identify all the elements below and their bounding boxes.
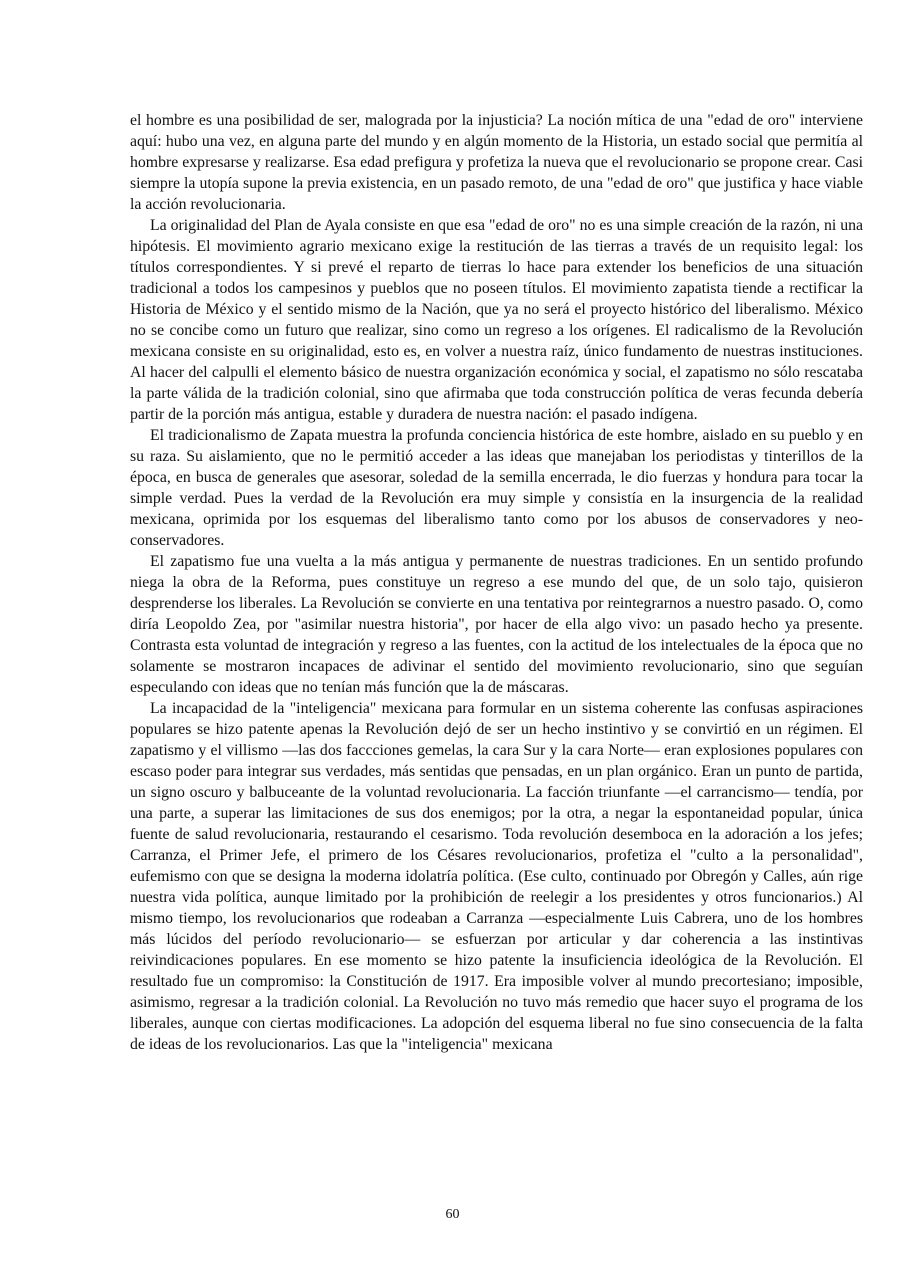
- paragraph-4: El zapatismo fue una vuelta a la más antigua y permanente de nuestras tradiciones. En un sentido profundo niega la obra de la Reforma, pues constituye un regreso a ese mundo del que, de un solo tajo, quisieron desprenderse los liberales. La Revolución se convierte en una tentativa por reintegrarnos a nuestro pasado. O, como diría Leopoldo Zea, por "asimilar nuestra historia", por hacer de ella algo vivo: un pasado hecho ya presente. Contrasta esta voluntad de integración y regreso a las fuentes, con la actitud de los intelectuales de la época que no solamente se mostraron incapaces de adivinar el sentido del movimiento revolucionario, sino que seguían especulando con ideas que no tenían más función que la de máscaras.: [130, 553, 863, 696]
- paragraph-1: el hombre es una posibilidad de ser, malograda por la injusticia? La noción mítica de una "edad de oro" interviene aquí: hubo una vez, en alguna parte del mundo y en algún momento de la Historia, un estado social que permitía al hombre expresarse y realizarse. Esa edad prefigura y profetiza la nueva que el revolucionario se propone crear. Casi siempre la utopía supone la previa existencia, en un pasado remoto, de una "edad de oro" que justifica y hace viable la acción revolucionaria.: [130, 112, 863, 213]
- paragraph-3: El tradicionalismo de Zapata muestra la profunda conciencia histórica de este hombre, aislado en su pueblo y en su raza. Su aislamiento, que no le permitió acceder a las ideas que manejaban los periodistas y tinterillos de la época, en busca de generales que asesorar, soledad de la semilla encerrada, le dio fuerzas y hondura para tocar la simple verdad. Pues la verdad de la Revolución era muy simple y consistía en la insurgencia de la realidad mexicana, oprimida por los esquemas del liberalismo tanto como por los abusos de conservadores y neo-conservadores.: [130, 427, 863, 549]
- page-number: 60: [445, 1207, 460, 1222]
- paragraph-5: La incapacidad de la "inteligencia" mexicana para formular en un sistema coherente las confusas aspiraciones populares se hizo patente apenas la Revolución dejó de ser un hecho instintivo y se convirtió en un régimen. El zapatismo y el villismo —las dos faccciones gemelas, la cara Sur y la cara Norte— eran explosiones populares con escaso poder para integrar sus verdades, más sentidas que pensadas, en un plan orgánico. Eran un punto de partida, un signo oscuro y balbuceante de la voluntad revolucionaria. La facción triunfante —el carrancismo— tendía, por una parte, a superar las limitaciones de sus dos enemigos; por la otra, a negar la espontaneidad popular, única fuente de salud revolucionaria, restaurando el cesarismo. Toda revolución desemboca en la adoración a los jefes; Carranza, el Primer Jefe, el primero de los Césares revolucionarios, profetiza el "culto a la personalidad", eufemismo con que se designa la moderna idolatría política. (Ese culto, continuado por Obregón y Calles, aún rige nuestra vida política, aunque limitado por la prohibición de reelegir a los presidentes y otros funcionarios.) Al mismo tiempo, los revolucionarios que rodeaban a Carranza —especialmente Luis Cabrera, uno de los hombres más lúcidos del período revolucionario— se esfuerzan por articular y dar coherencia a las instintivas reivindicaciones populares. En ese momento se hizo patente la insuficiencia ideológica de la Revolución. El resultado fue un compromiso: la Constitución de 1917. Era imposible volver al mundo precortesiano; imposible, asimismo, regresar a la tradición colonial. La Revolución no tuvo más remedio que hacer suyo el programa de los liberales, aunque con ciertas modificaciones. La adopción del esquema liberal no fue sino consecuencia de la falta de ideas de los revolucionarios. Las que la "inteligencia" mexicana: [130, 700, 863, 1053]
- paragraph-2: La originalidad del Plan de Ayala consiste en que esa "edad de oro" no es una simple creación de la razón, ni una hipótesis. El movimiento agrario mexicano exige la restitución de las tierras a través de un requisito legal: los títulos correspondientes. Y si prevé el reparto de tierras lo hace para extender los beneficios de una situación tradicional a todos los campesinos y pueblos que no poseen títulos. El movimiento zapatista tiende a rectificar la Historia de México y el sentido mismo de la Nación, que ya no será el proyecto histórico del liberalismo. México no se concibe como un futuro que realizar, sino como un regreso a los orígenes. El radicalismo de la Revolución mexicana consiste en su originalidad, esto es, en volver a nuestra raíz, único fundamento de nuestras instituciones. Al hacer del calpulli el elemento básico de nuestra organización económica y social, el zapatismo no sólo rescataba la parte válida de la tradición colonial, sino que afirmaba que toda construcción política de veras fecunda debería partir de la porción más antigua, estable y duradera de nuestra nación: el pasado indígena.: [130, 217, 863, 423]
- page-body: [130, 110, 863, 1055]
